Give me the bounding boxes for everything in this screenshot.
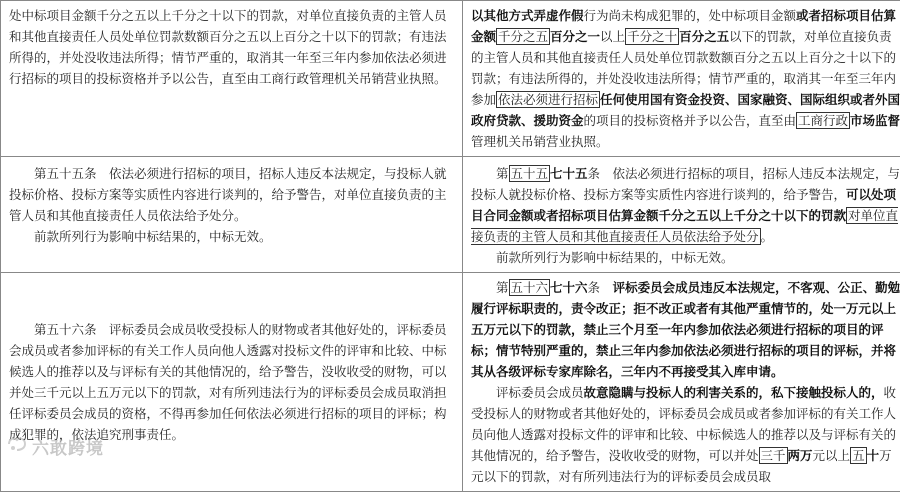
old-paragraph: 前款所列行为影响中标结果的，中标无效。 — [9, 226, 454, 247]
new-paragraph: 前款所列行为影响中标结果的，中标无效。 — [471, 247, 900, 268]
added-text: 百分之五 — [679, 29, 729, 44]
deleted-text: 对单位直接负责的主管人员和其他直接责任人员依法给予处分 — [471, 207, 898, 245]
text-run: 以上 — [600, 29, 625, 44]
new-paragraph — [471, 5, 900, 152]
added-text: 市场监督 — [850, 113, 900, 128]
text-run: 的项目的投标资格并予以公告，直至由 — [584, 113, 797, 128]
added-text: 可以处项目合同金额或者招标项目估算金额千分之五以上千分之十以下的罚款 — [471, 187, 896, 223]
text-run: 收受投标人的财物或者其他好处的，评标委员会成员或者参加评标的有关工作人员向他人透露对投标文件的评审和比较、中标候选人的推荐以及与评标有关的其他情况的，给予警告，没收收受的财物，可以并处 — [471, 385, 896, 463]
old-text-cell — [1, 157, 463, 273]
new-paragraph — [471, 382, 900, 487]
text-run: 条 — [588, 280, 613, 295]
deleted-text: 五十六 — [509, 279, 551, 296]
table-row — [1, 273, 900, 492]
old-paragraph: 第五十五条 依法必须进行招标的项目，招标人违反本法规定，与投标人就投标价格、投标方案等实质性内容进行谈判的，给予警告，对单位直接负责的主管人员和其他直接责任人员依法给予处分。 — [9, 163, 454, 226]
added-text: 七十六 — [550, 280, 588, 295]
logo-icon — [6, 435, 28, 457]
text-run: 第 — [496, 166, 509, 181]
added-text: 任何使用国有资金投资、国家融资、国际组织或者外国政府贷款、援助资金 — [471, 92, 900, 128]
old-paragraph: 第五十六条 评标委员会成员收受投标人的财物或者其他好处的，评标委员会成员或者参加评标的有关工作人员向他人透露对投标文件的评审和比较、中标候选人的推荐以及与评标有关的其他情况的，给予警告，没收收受的财物，可以并处三千元以上五万元以下的罚款，对有所列违法行为的评标委员会成员取消担任评标委员会成员的资格，不得再参加任何依法必须进行招标的项目的评标；构成犯罪的，依法追究刑事责任。 — [9, 319, 454, 445]
deleted-text: 五 — [850, 447, 867, 464]
watermark — [6, 434, 104, 458]
old-paragraph: 处中标项目金额千分之五以上千分之十以下的罚款，对单位直接负责的主管人员和其他直接责任人员处单位罚款数额百分之五以上百分之十以下的罚款；有违法所得的，并处没收违法所得；情节严重的，取消其一年至三年内参加依法必须进行招标的项目的投标资格并予以公告，直至由工商行政管理机关吊销营业执照。 — [9, 5, 454, 89]
text-run: 以下的罚款，对单位直接负责的主管人员和其他直接责任人员处单位罚款数额百分之五以上百分之十以下的罚款；有违法所得的，并处没收违法所得；情节严重的，取消其一年至三年内参加 — [471, 29, 896, 107]
deleted-text: 千分之五 — [496, 28, 550, 45]
new-paragraph — [471, 163, 900, 247]
added-text: 或者招标项目估算金额 — [471, 8, 896, 44]
added-text: 七十五 — [550, 166, 588, 181]
old-text-cell — [1, 273, 463, 492]
table-row — [1, 1, 900, 157]
added-text: 故意隐瞒与投标人的利害关系的，私下接触投标人的， — [584, 385, 884, 400]
new-paragraph — [471, 277, 900, 382]
text-run: 行为尚未构成犯罪的，处中标项目金额 — [584, 8, 797, 23]
text-run: 条 依法必须进行招标的项目，招标人违反本法规定，与投标人就投标价格、投标方案等实质性内容进行谈判的，给予警告， — [471, 166, 900, 202]
old-text-cell — [1, 1, 463, 157]
text-run: 管理机关吊销营业执照。 — [471, 134, 609, 149]
text-run: 万元以下的罚款，对有所列违法行为的评标委员会成员取 — [471, 448, 892, 484]
text-run: 评标委员会成员 — [496, 385, 584, 400]
new-text-cell — [463, 1, 900, 157]
added-text: 以其他方式弄虚作假 — [471, 8, 584, 23]
table-row — [1, 157, 900, 273]
text-run: 。 — [761, 229, 774, 244]
deleted-text: 千分之十 — [625, 28, 679, 45]
text-run: 元以上 — [813, 448, 851, 463]
new-text-cell — [463, 157, 900, 273]
added-text: 评标委员会成员违反本法规定，不客观、公正、勤勉履行评标职责的，责令改正；拒不改正或者有其他严重情节的，处一万元以上五万元以下的罚款，禁止三个月至一年内参加依法必须进行招标的项目的评标；情节特别严重的，禁止三年内参加依法必须进行招标的项目的评标，并将其从各级评标专家库除名，三年内不再接受其入库申请。 — [471, 280, 900, 379]
deleted-text: 工商行政 — [796, 112, 850, 129]
deleted-text: 五十五 — [509, 165, 551, 182]
added-text: 百分之一 — [550, 29, 600, 44]
added-text: 两万 — [788, 448, 813, 463]
new-text-cell — [463, 273, 900, 492]
added-text: 十 — [867, 448, 880, 463]
watermark-text: 六敢跨境 — [32, 434, 104, 459]
text-run: 第 — [496, 280, 509, 295]
deleted-text: 依法必须进行招标 — [496, 91, 600, 108]
deleted-text: 三千 — [759, 447, 788, 464]
